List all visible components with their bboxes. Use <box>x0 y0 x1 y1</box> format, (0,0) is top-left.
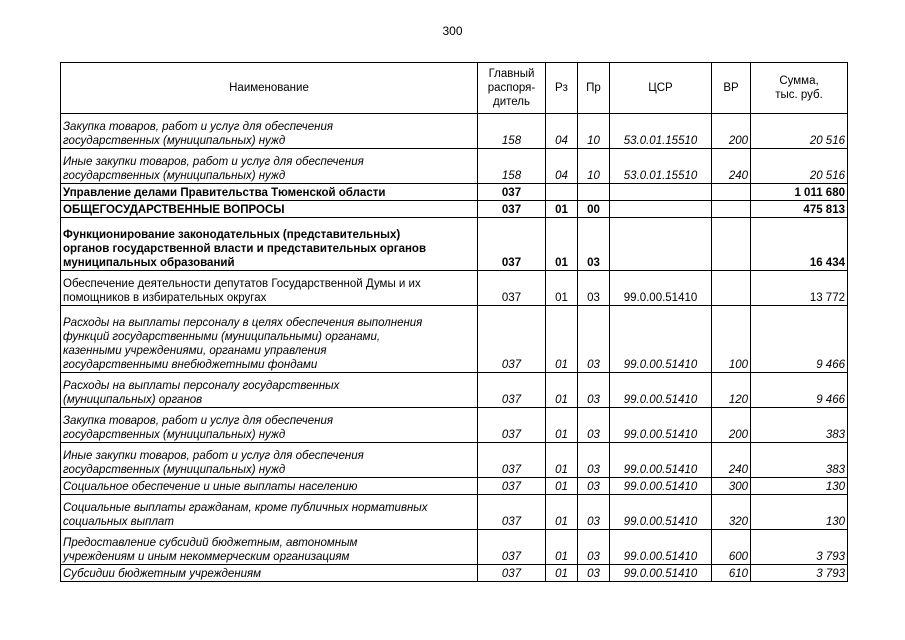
row-chief-manager: 037 <box>478 408 546 443</box>
row-subsection: 03 <box>578 306 610 373</box>
row-amount: 3 793 <box>751 565 848 582</box>
budget-table <box>60 62 848 582</box>
row-amount: 383 <box>751 443 848 478</box>
row-expense-type: 100 <box>712 306 751 373</box>
row-section: 01 <box>546 565 578 582</box>
row-chief-manager: 037 <box>478 201 546 218</box>
row-chief-manager: 037 <box>478 478 546 495</box>
page-number: 300 <box>442 24 463 38</box>
row-expense-type: 200 <box>712 114 751 149</box>
row-name: Управление делами Правительства Тюменской области <box>61 184 478 201</box>
row-subsection: 03 <box>578 373 610 408</box>
row-subsection: 03 <box>578 408 610 443</box>
row-name: Социальное обеспечение и иные выплаты населению <box>61 478 478 495</box>
row-amount: 9 466 <box>751 306 848 373</box>
table-row <box>61 201 848 218</box>
row-target-article: 99.0.00.51410 <box>610 565 712 582</box>
row-target-article: 99.0.00.51410 <box>610 495 712 530</box>
row-section: 01 <box>546 373 578 408</box>
row-chief-manager: 158 <box>478 149 546 184</box>
row-target-article <box>610 184 712 201</box>
row-name: Социальные выплаты гражданам, кроме публичных нормативных социальных выплат <box>61 495 478 530</box>
row-target-article: 99.0.00.51410 <box>610 530 712 565</box>
row-expense-type: 600 <box>712 530 751 565</box>
table-row <box>61 271 848 306</box>
row-expense-type: 240 <box>712 443 751 478</box>
row-target-article <box>610 201 712 218</box>
table-row <box>61 373 848 408</box>
row-subsection: 03 <box>578 565 610 582</box>
row-amount: 16 434 <box>751 218 848 271</box>
row-expense-type: 240 <box>712 149 751 184</box>
table-row <box>61 149 848 184</box>
row-chief-manager: 037 <box>478 443 546 478</box>
header-chief-manager: Главный распоря- дитель <box>478 63 546 114</box>
row-section: 01 <box>546 530 578 565</box>
row-subsection: 10 <box>578 149 610 184</box>
table-row <box>61 408 848 443</box>
row-amount: 9 466 <box>751 373 848 408</box>
row-amount: 383 <box>751 408 848 443</box>
table-row <box>61 478 848 495</box>
row-section: 01 <box>546 443 578 478</box>
row-chief-manager: 158 <box>478 114 546 149</box>
row-name: Закупка товаров, работ и услуг для обеспечения государственных (муниципальных) нужд <box>61 408 478 443</box>
row-name: Иные закупки товаров, работ и услуг для обеспечения государственных (муниципальных) нужд <box>61 443 478 478</box>
row-amount: 130 <box>751 478 848 495</box>
header-amount: Сумма, тыс. руб. <box>751 63 848 114</box>
row-name: Обеспечение деятельности депутатов Государственной Думы и их помощников в избирательных округах <box>61 271 478 306</box>
row-name: Иные закупки товаров, работ и услуг для обеспечения государственных (муниципальных) нужд <box>61 149 478 184</box>
row-expense-type <box>712 184 751 201</box>
row-section: 01 <box>546 495 578 530</box>
row-target-article: 99.0.00.51410 <box>610 408 712 443</box>
row-name: Закупка товаров, работ и услуг для обеспечения государственных (муниципальных) нужд <box>61 114 478 149</box>
row-section: 01 <box>546 408 578 443</box>
row-target-article: 99.0.00.51410 <box>610 306 712 373</box>
row-amount: 1 011 680 <box>751 184 848 201</box>
row-amount: 20 516 <box>751 114 848 149</box>
header-section: Рз <box>546 63 578 114</box>
row-subsection: 03 <box>578 478 610 495</box>
row-target-article: 99.0.00.51410 <box>610 443 712 478</box>
row-subsection: 03 <box>578 443 610 478</box>
row-chief-manager: 037 <box>478 184 546 201</box>
row-subsection: 00 <box>578 201 610 218</box>
table-row <box>61 114 848 149</box>
row-target-article: 99.0.00.51410 <box>610 373 712 408</box>
row-chief-manager: 037 <box>478 530 546 565</box>
row-section: 01 <box>546 306 578 373</box>
row-chief-manager: 037 <box>478 495 546 530</box>
row-section: 01 <box>546 218 578 271</box>
row-name: Расходы на выплаты персоналу государственных (муниципальных) органов <box>61 373 478 408</box>
row-target-article: 99.0.00.51410 <box>610 271 712 306</box>
table-row <box>61 495 848 530</box>
row-chief-manager: 037 <box>478 218 546 271</box>
row-expense-type: 200 <box>712 408 751 443</box>
row-subsection: 03 <box>578 495 610 530</box>
table-row <box>61 184 848 201</box>
row-amount: 130 <box>751 495 848 530</box>
row-expense-type: 610 <box>712 565 751 582</box>
row-amount: 13 772 <box>751 271 848 306</box>
row-chief-manager: 037 <box>478 373 546 408</box>
row-section: 04 <box>546 149 578 184</box>
row-amount: 20 516 <box>751 149 848 184</box>
row-amount: 475 813 <box>751 201 848 218</box>
row-target-article: 99.0.00.51410 <box>610 478 712 495</box>
row-amount: 3 793 <box>751 530 848 565</box>
row-expense-type: 300 <box>712 478 751 495</box>
row-subsection: 03 <box>578 530 610 565</box>
table-row <box>61 443 848 478</box>
row-target-article <box>610 218 712 271</box>
row-target-article: 53.0.01.15510 <box>610 114 712 149</box>
row-subsection: 03 <box>578 218 610 271</box>
row-expense-type: 120 <box>712 373 751 408</box>
header-subsection: Пр <box>578 63 610 114</box>
row-chief-manager: 037 <box>478 271 546 306</box>
table-row <box>61 218 848 271</box>
row-target-article: 53.0.01.15510 <box>610 149 712 184</box>
row-chief-manager: 037 <box>478 306 546 373</box>
table-row <box>61 565 848 582</box>
table-header-row <box>61 63 848 114</box>
row-name: Субсидии бюджетным учреждениям <box>61 565 478 582</box>
row-expense-type <box>712 201 751 218</box>
header-name: Наименование <box>61 63 478 114</box>
row-section: 01 <box>546 271 578 306</box>
row-name: Предоставление субсидий бюджетным, автономным учреждениям и иным некоммерческим организациям <box>61 530 478 565</box>
table-row <box>61 530 848 565</box>
row-name: Расходы на выплаты персоналу в целях обеспечения выполнения функций государственными (муниципальными) органами, казенными учреждениями, органами управления государственными внебюджетными фондами <box>61 306 478 373</box>
row-section: 04 <box>546 114 578 149</box>
row-chief-manager: 037 <box>478 565 546 582</box>
row-subsection <box>578 184 610 201</box>
row-expense-type: 320 <box>712 495 751 530</box>
header-target-article: ЦСР <box>610 63 712 114</box>
row-subsection: 10 <box>578 114 610 149</box>
row-name: Функционирование законодательных (представительных) органов государственной власти и представительных органов муниципальных образований <box>61 218 478 271</box>
row-expense-type <box>712 218 751 271</box>
row-section: 01 <box>546 478 578 495</box>
table-row <box>61 306 848 373</box>
row-name: ОБЩЕГОСУДАРСТВЕННЫЕ ВОПРОСЫ <box>61 201 478 218</box>
row-subsection: 03 <box>578 271 610 306</box>
header-expense-type: ВР <box>712 63 751 114</box>
row-section: 01 <box>546 201 578 218</box>
row-section <box>546 184 578 201</box>
row-expense-type <box>712 271 751 306</box>
